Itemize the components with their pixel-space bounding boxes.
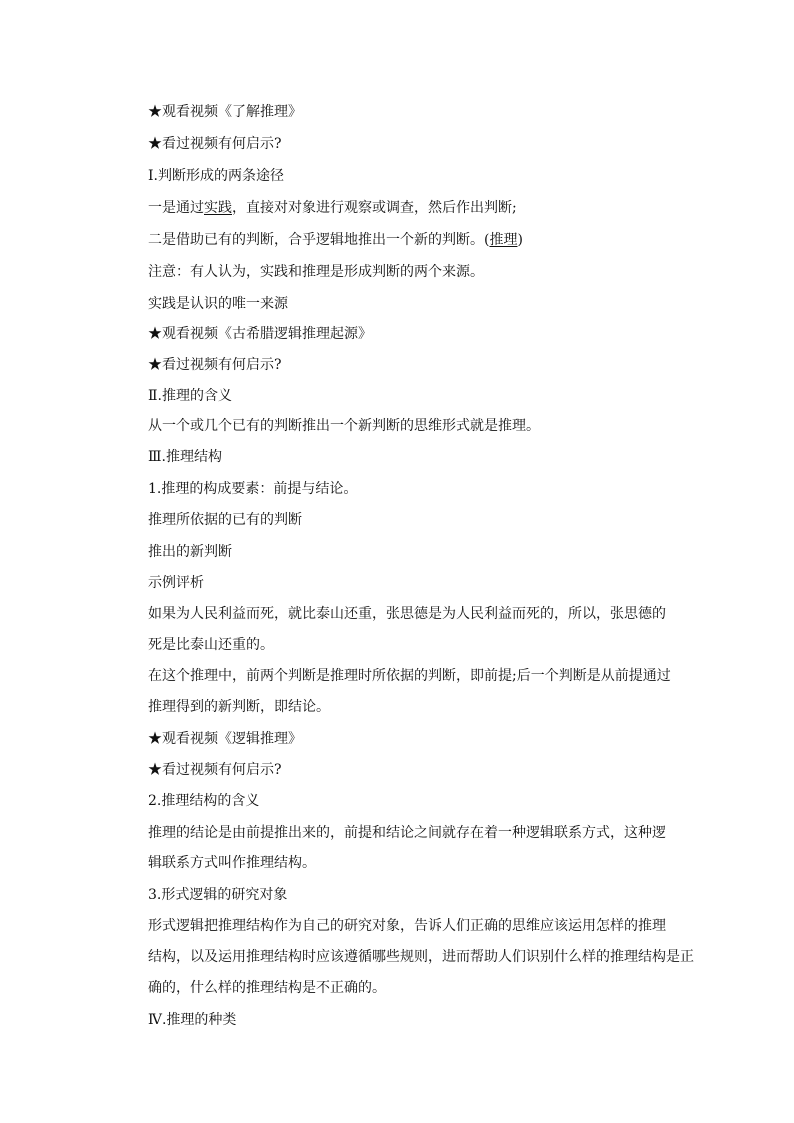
section-heading-4: Ⅳ.推理的种类: [148, 1012, 237, 1028]
question-2: ★看过视频有何启示?: [148, 357, 282, 373]
paragraph-line-2: [148, 230, 523, 250]
section-heading-1: Ⅰ.判断形成的两条途径: [148, 168, 284, 184]
example-heading: 示例评析: [148, 575, 204, 591]
text-fragment: ，直接对对象进行观察或调查，然后作出判断;: [232, 200, 517, 216]
analysis-line-1: 在这个推理中，前两个判断是推理时所依据的判断，即前提;后一个判断是从前提通过: [148, 668, 671, 684]
underlined-term: 实践: [204, 200, 232, 216]
subheading-1: 1.推理的构成要素：前提与结论。: [148, 481, 358, 497]
structure-line-2: 辑联系方式叫作推理结构。: [148, 855, 316, 871]
question-1: ★看过视频有何启示?: [148, 136, 282, 152]
underlined-term: 推理: [489, 232, 518, 248]
video-note-3: ★观看视频《逻辑推理》: [148, 731, 302, 747]
example-line-2: 死是比泰山还重的。: [148, 637, 274, 653]
text-fragment: 二是借助已有的判断，合乎逻辑地推出一个新的判断。(: [148, 232, 490, 248]
subheading-2: 2.推理结构的含义: [148, 793, 260, 809]
definition-line: 从一个或几个已有的判断推出一个新判断的思维形式就是推理。: [148, 418, 540, 434]
logic-line-2: 结构，以及运用推理结构时应该遵循哪些规则，进而帮助人们识别什么样的推理结构是正: [148, 949, 694, 965]
logic-line-1: 形式逻辑把推理结构作为自己的研究对象，告诉人们正确的思维应该运用怎样的推理: [148, 918, 666, 934]
analysis-line-2: 推理得到的新判断，即结论。: [148, 699, 330, 715]
structure-line-1: 推理的结论是由前提推出来的，前提和结论之间就存在着一种逻辑联系方式，这种逻: [148, 825, 666, 841]
subheading-3: 3.形式逻辑的研究对象: [148, 887, 288, 903]
video-note-2: ★观看视频《古希腊逻辑推理起源》: [148, 326, 372, 342]
section-heading-3: Ⅲ.推理结构: [148, 449, 222, 465]
section-heading-2: Ⅱ.推理的含义: [148, 388, 232, 404]
conclusion-label: 推出的新判断: [148, 544, 232, 560]
paragraph-line-1: [148, 198, 517, 218]
text-fragment: ): [517, 232, 523, 248]
note-line: 注意：有人认为，实践和推理是形成判断的两个来源。: [148, 264, 484, 280]
statement-line: 实践是认识的唯一来源: [148, 296, 288, 312]
premise-label: 推理所依据的已有的判断: [148, 512, 302, 528]
video-note-1: ★观看视频《了解推理》: [148, 104, 302, 120]
question-3: ★看过视频有何启示?: [148, 762, 282, 778]
text-fragment: 一是通过: [148, 200, 204, 216]
example-line-1: 如果为人民利益而死，就比泰山还重，张思德是为人民利益而死的，所以，张思德的: [148, 606, 666, 622]
logic-line-3: 确的，什么样的推理结构是不正确的。: [148, 980, 386, 996]
